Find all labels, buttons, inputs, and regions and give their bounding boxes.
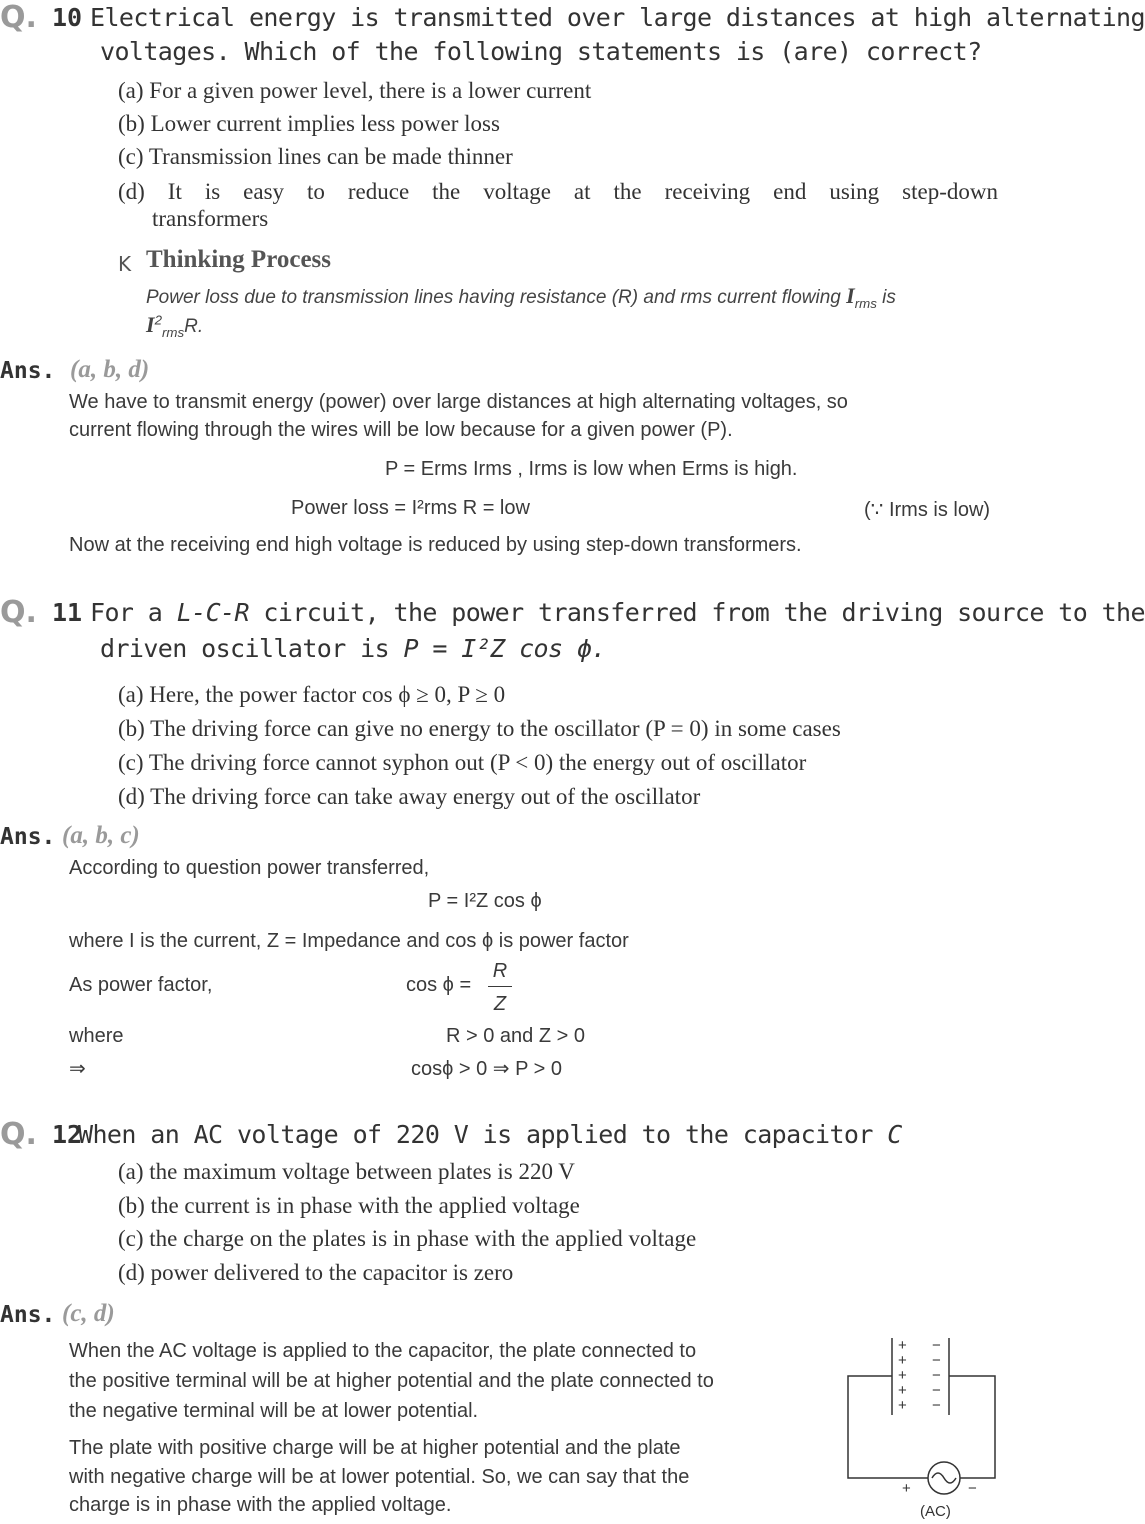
plate-charge-plus: + [898, 1352, 907, 1369]
option-q11-c: (c) The driving force cannot syphon out (P < 0) the energy out of oscillator [118, 750, 807, 775]
answer-q11-line5-eq: cosϕ > 0 ⇒ P > 0 [411, 1058, 563, 1080]
plate-charge-minus: − [932, 1337, 941, 1354]
answer-value-q12: (c, d) [62, 1300, 115, 1327]
question-number-q11: 11 [52, 598, 83, 627]
answer-q11-line4-label: where [69, 1025, 124, 1047]
thinking-process-text-line1: Power loss due to transmission lines having resistance (R) and rms current flowing $I_{rms}$ is [146, 283, 896, 311]
answer-q12-para1-line2: the positive terminal will be at higher potential and the plate connected to [69, 1370, 714, 1392]
option-q12-a: (a) the maximum voltage between plates is 220 V [118, 1159, 575, 1184]
option-q10-a: (a) For a given power level, there is a lower current [118, 78, 592, 103]
answer-q11-line3-label: As power factor, [69, 974, 213, 996]
answer-q11-line4-eq: R > 0 and Z > 0 [446, 1025, 585, 1047]
source-terminal-plus: + [902, 1480, 911, 1497]
answer-q11-line1: According to question power transferred, [69, 857, 430, 879]
question-marker-q11: Q. [0, 595, 37, 630]
source-terminal-minus: − [968, 1480, 977, 1497]
question-text-q10-line1: Electrical energy is transmitted over large distances at high alternating [90, 3, 1145, 32]
question-number-q10: 10 [52, 3, 83, 32]
answer-value-q10: (a, b, d) [70, 356, 150, 383]
circuit-wire-left [848, 1376, 928, 1478]
option-q11-d: (d) The driving force can take away energy out of the oscillator [118, 784, 701, 809]
answer-q12-para2-line3: charge is in phase with the applied voltage. [69, 1494, 452, 1516]
plate-charge-plus: + [898, 1367, 907, 1384]
question-marker-q12: Q. [0, 1117, 37, 1152]
answer-label-q11: Ans. [0, 824, 56, 850]
option-q12-c: (c) the charge on the plates is in phase with the applied voltage [118, 1226, 697, 1251]
source-label: (AC) [920, 1503, 951, 1520]
option-q12-b: (b) the current is in phase with the applied voltage [118, 1193, 580, 1218]
answer-q12-para1-line1: When the AC voltage is applied to the capacitor, the plate connected to [69, 1340, 697, 1362]
fraction-numerator: R [492, 960, 508, 982]
question-marker-q10: Q. [0, 0, 37, 35]
fraction-bar [488, 986, 512, 987]
option-q10-d: (d) It is easy to reduce the voltage at the receiving end using step-down [118, 179, 998, 204]
thinking-process-title: Thinking Process [146, 246, 331, 273]
answer-q10-para1-line1: We have to transmit energy (power) over large distances at high alternating voltages, so [69, 391, 848, 413]
fraction-denominator: Z [493, 993, 507, 1015]
option-q10-d-cont: transformers [152, 206, 269, 231]
answer-q10-equation1: P = Erms Irms , Irms is low when Erms is high. [385, 458, 798, 480]
answer-label-q12: Ans. [0, 1302, 56, 1328]
option-q11-b: (b) The driving force can give no energy to the oscillator (P = 0) in some cases [118, 716, 841, 741]
question-text-q11-line1: For a L-C-R circuit, the power transferred from the driving source to the [90, 598, 1145, 627]
circuit-wire-right [949, 1376, 995, 1478]
plate-charge-minus: − [932, 1367, 941, 1384]
answer-q12-para2-line1: The plate with positive charge will be at higher potential and the plate [69, 1437, 681, 1459]
plate-charge-minus: − [932, 1382, 941, 1399]
question-text-q12-line1: When an AC voltage of 220 V is applied to the capacitor C [78, 1120, 902, 1149]
plate-charge-minus: − [932, 1352, 941, 1369]
option-q12-d: (d) power delivered to the capacitor is zero [118, 1260, 514, 1285]
question-text-q10-line2: voltages. Which of the following statements is (are) correct? [100, 37, 982, 66]
question-number-q12: 12 [52, 1120, 83, 1149]
plate-charge-plus: + [898, 1382, 907, 1399]
answer-value-q11: (a, b, c) [62, 822, 140, 849]
thinking-process-icon: K [118, 252, 132, 276]
option-q10-b: (b) Lower current implies less power loss [118, 111, 500, 136]
plate-charge-plus: + [898, 1337, 907, 1354]
answer-q10-equation2-reason: (∵ Irms is low) [864, 499, 991, 521]
answer-q11-equation1: P = I²Z cos ϕ [428, 890, 542, 912]
answer-q10-para1-line2: current flowing through the wires will be low because for a given power (P). [69, 419, 733, 441]
plate-charge-plus: + [898, 1397, 907, 1414]
answer-q11-line2: where I is the current, Z = Impedance and cos ϕ is power factor [69, 930, 629, 952]
thinking-process-text-line2: $I^2_{rms}R$. [146, 312, 204, 340]
answer-q10-equation2: Power loss = I²rms R = low [291, 497, 530, 519]
capacitor-circuit-diagram [840, 1330, 998, 1524]
answer-q12-para1-line3: the negative terminal will be at lower potential. [69, 1400, 479, 1422]
answer-q11-line5-label: ⇒ [69, 1058, 86, 1080]
option-q10-c: (c) Transmission lines can be made thinner [118, 144, 513, 169]
sine-wave-icon [932, 1473, 956, 1483]
option-q11-a: (a) Here, the power factor cos ϕ ≥ 0, P ≥ 0 [118, 682, 506, 707]
answer-q12-para2-line2: with negative charge will be at lower potential. So, we can say that the [69, 1466, 690, 1488]
answer-q10-para2: Now at the receiving end high voltage is reduced by using step-down transformers. [69, 534, 802, 556]
plate-charge-minus: − [932, 1397, 941, 1414]
answer-q11-line3-eq: cos ϕ = [406, 974, 472, 996]
question-text-q11-line2: driven oscillator is P = I²Z cos ϕ. [100, 634, 606, 663]
answer-label-q10: Ans. [0, 358, 56, 384]
